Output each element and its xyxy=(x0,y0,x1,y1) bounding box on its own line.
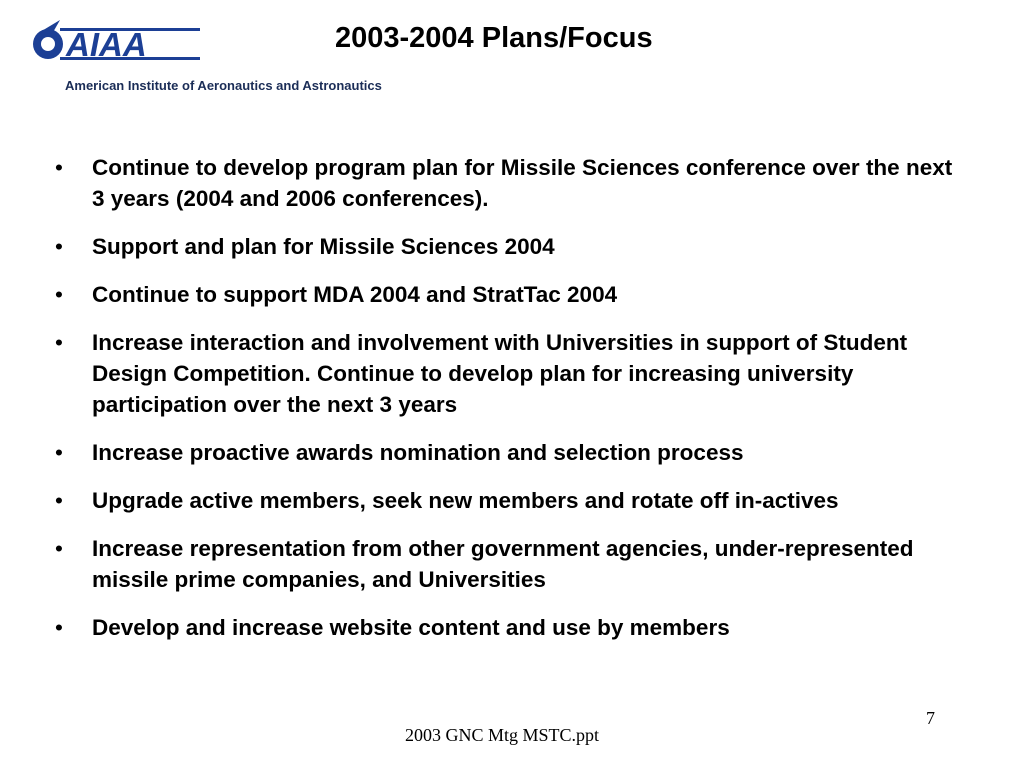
logo-wordmark: AIAA xyxy=(66,26,147,63)
footer-filename: 2003 GNC Mtg MSTC.ppt xyxy=(405,725,600,745)
bullet-item xyxy=(55,279,955,310)
bullet-marker: • xyxy=(55,155,63,180)
bullet-marker: • xyxy=(55,488,63,513)
bullet-item xyxy=(55,231,955,262)
bullet-text: Increase interaction and involvement with Universities in support of Student Design Competition. Continue to develop plan for increasing university participation over the next 3 years xyxy=(92,330,908,417)
bullet-marker: • xyxy=(55,615,63,640)
bullet-marker: • xyxy=(55,536,63,561)
bullet-item xyxy=(55,485,955,516)
bullet-marker: • xyxy=(55,282,63,307)
aiaa-emblem-icon xyxy=(30,18,210,70)
slide-title: 2003-2004 Plans/Focus xyxy=(335,22,653,54)
bullet-marker: • xyxy=(55,440,63,465)
bullet-text: Increase proactive awards nomination and selection process xyxy=(92,440,744,465)
bullet-text: Continue to develop program plan for Missile Sciences conference over the next 3 years (2004 and 2006 conferences). xyxy=(92,155,953,211)
bullet-marker: • xyxy=(55,234,63,259)
bullet-text: Continue to support MDA 2004 and StratTac 2004 xyxy=(92,282,618,307)
bullet-text: Support and plan for Missile Sciences 2004 xyxy=(92,234,555,259)
bullet-item xyxy=(55,327,955,420)
bullet-item xyxy=(55,612,955,643)
page-number: 7 xyxy=(926,708,935,728)
bullet-item xyxy=(55,533,955,595)
bullet-text: Increase representation from other government agencies, under-represented missile prime companies, and Universities xyxy=(92,536,914,592)
bullet-text: Upgrade active members, seek new members and rotate off in-actives xyxy=(92,488,839,513)
bullet-item xyxy=(55,437,955,468)
logo-caption: American Institute of Aeronautics and Astronautics xyxy=(65,78,382,93)
bullet-text: Develop and increase website content and use by members xyxy=(92,615,730,640)
bullet-marker: • xyxy=(55,330,63,355)
bullet-item xyxy=(55,152,955,214)
bullet-list xyxy=(55,152,955,660)
